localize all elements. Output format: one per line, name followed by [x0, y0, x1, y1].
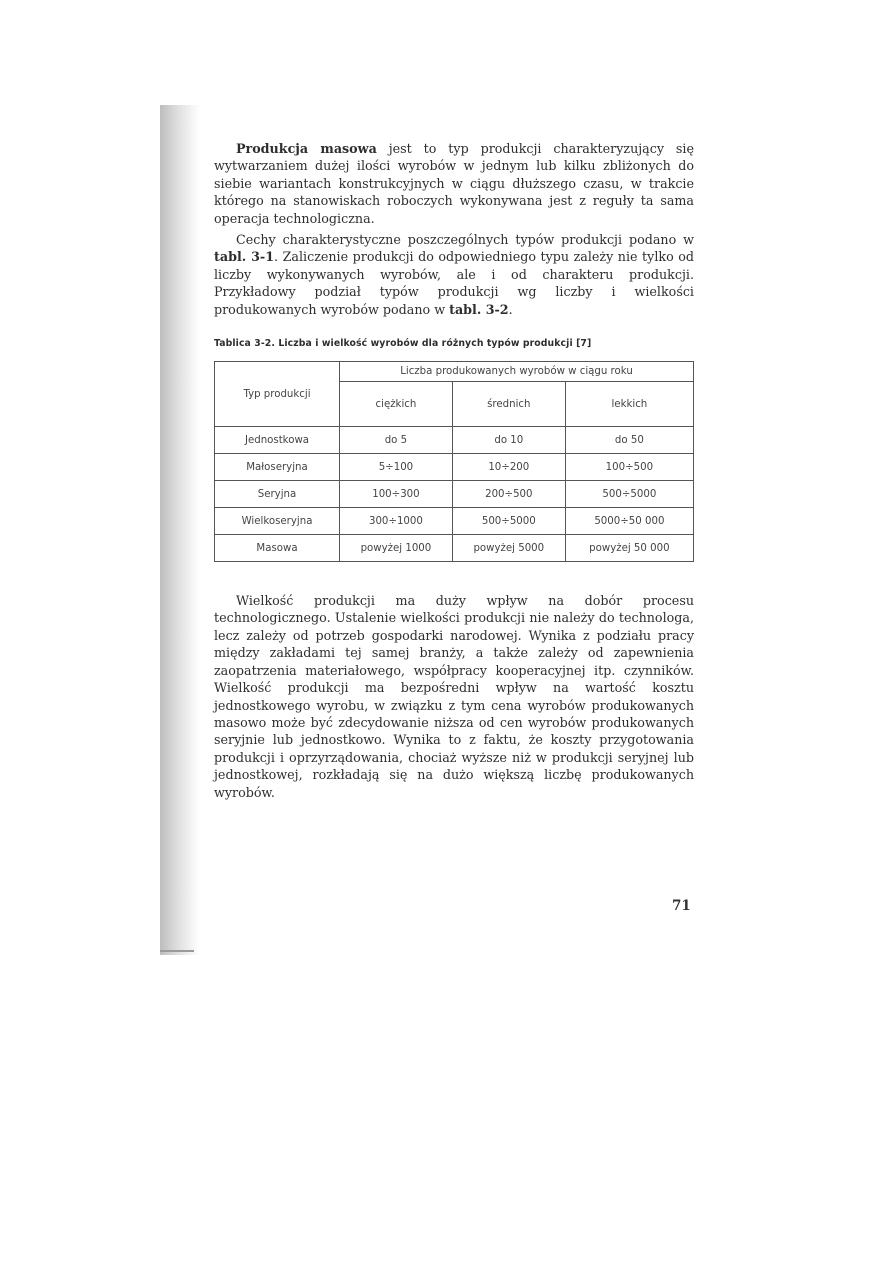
table-row [215, 481, 694, 508]
production-types-table [214, 361, 694, 562]
paragraph-mass-production-text: jest to typ produkcji charakteryzujący się wytwarzaniem dużej ilości wyrobów w jednym lub kilku zbliżonych do siebie wariantach konstrukcyjnych w ciągu dłuższego czasu, w trakcie którego na stanowiskach roboczych wykonywana jest z reguły ta sama operacja technologiczna. [214, 141, 695, 226]
scan-binding-shadow [160, 105, 200, 955]
term-mass-production: Produkcja masowa [236, 141, 377, 156]
cell-light: do 50 [565, 427, 693, 454]
table-row [215, 454, 694, 481]
paragraph-text-part: Cechy charakterystyczne poszczególnych typów produkcji podano w [236, 232, 694, 248]
header-yearly-count: Liczba produkowanych wyrobów w ciągu roku [340, 362, 694, 382]
cell-medium: 10÷200 [452, 454, 565, 481]
header-production-type: Typ produkcji [215, 362, 340, 427]
header-heavy: ciężkich [340, 382, 453, 427]
table-reference-3-1: tabl. 3-1 [214, 249, 275, 265]
table-caption: Tablica 3-2. Liczba i wielkość wyrobów dla różnych typów produkcji [7] [214, 338, 592, 350]
table-row [215, 427, 694, 454]
cell-medium: powyżej 5000 [452, 535, 565, 562]
cell-type: Małoseryjna [215, 454, 340, 481]
table-reference-3-2: tabl. 3-2 [449, 301, 509, 317]
cell-medium: do 10 [452, 427, 565, 454]
cell-heavy: do 5 [340, 427, 453, 454]
cell-type: Masowa [215, 535, 340, 562]
paragraph-text-part: . Zaliczenie produkcji do odpowiedniego typu zależy nie tylko od liczby wykonywanych wyrobów, ale i od charakteru produkcji. Przykładowy podział typów produkcji wg liczby i wielkości produkowanych wyrobów podano w [214, 249, 694, 317]
cell-type: Jednostkowa [215, 427, 340, 454]
paragraph-production-types [214, 231, 694, 318]
cell-heavy: 100÷300 [340, 481, 453, 508]
scan-edge-mark [160, 950, 194, 952]
table-row [215, 535, 694, 562]
cell-light: powyżej 50 000 [565, 535, 693, 562]
cell-type: Wielkoseryjna [215, 508, 340, 535]
header-medium: średnich [452, 382, 565, 427]
cell-light: 5000÷50 000 [565, 508, 693, 535]
cell-heavy: 300÷1000 [340, 508, 453, 535]
cell-medium: 500÷5000 [452, 508, 565, 535]
paragraph-mass-production [214, 140, 694, 227]
table-row [215, 508, 694, 535]
cell-heavy: 5÷100 [340, 454, 453, 481]
cell-heavy: powyżej 1000 [340, 535, 453, 562]
header-light: lekkich [565, 382, 693, 427]
page-number: 71 [672, 898, 691, 914]
cell-light: 100÷500 [565, 454, 693, 481]
paragraph-production-volume: Wielkość produkcji ma duży wpływ na dobór procesu technologicznego. Ustalenie wielkości produkcji nie należy do technologa, lecz zależy od potrzeb gospodarki narodowej. Wynika z podziału pracy między zakładami tej samej branży, a także zależy od zapewnienia zaopatrzenia materiałowego, współpracy kooperacyjnej itp. czynników. Wielkość produkcji ma bezpośredni wpływ na wartość kosztu jednostkowego wyrobu, w związku z tym cena wyrobów produkowanych masowo może być zdecydowanie niższa od cen wyrobów produkowanych seryjnie lub jednostkowo. Wynika to z faktu, że koszty przygotowania produkcji i oprzyrządowania, chociaż wyższe niż w produkcji seryjnej lub jednostkowej, rozkładają się na dużo większą liczbę produkowanych wyrobów. [214, 593, 694, 800]
book-page [214, 140, 694, 801]
cell-medium: 200÷500 [452, 481, 565, 508]
paragraph-text-part: . [508, 301, 513, 317]
cell-type: Seryjna [215, 481, 340, 508]
cell-light: 500÷5000 [565, 481, 693, 508]
